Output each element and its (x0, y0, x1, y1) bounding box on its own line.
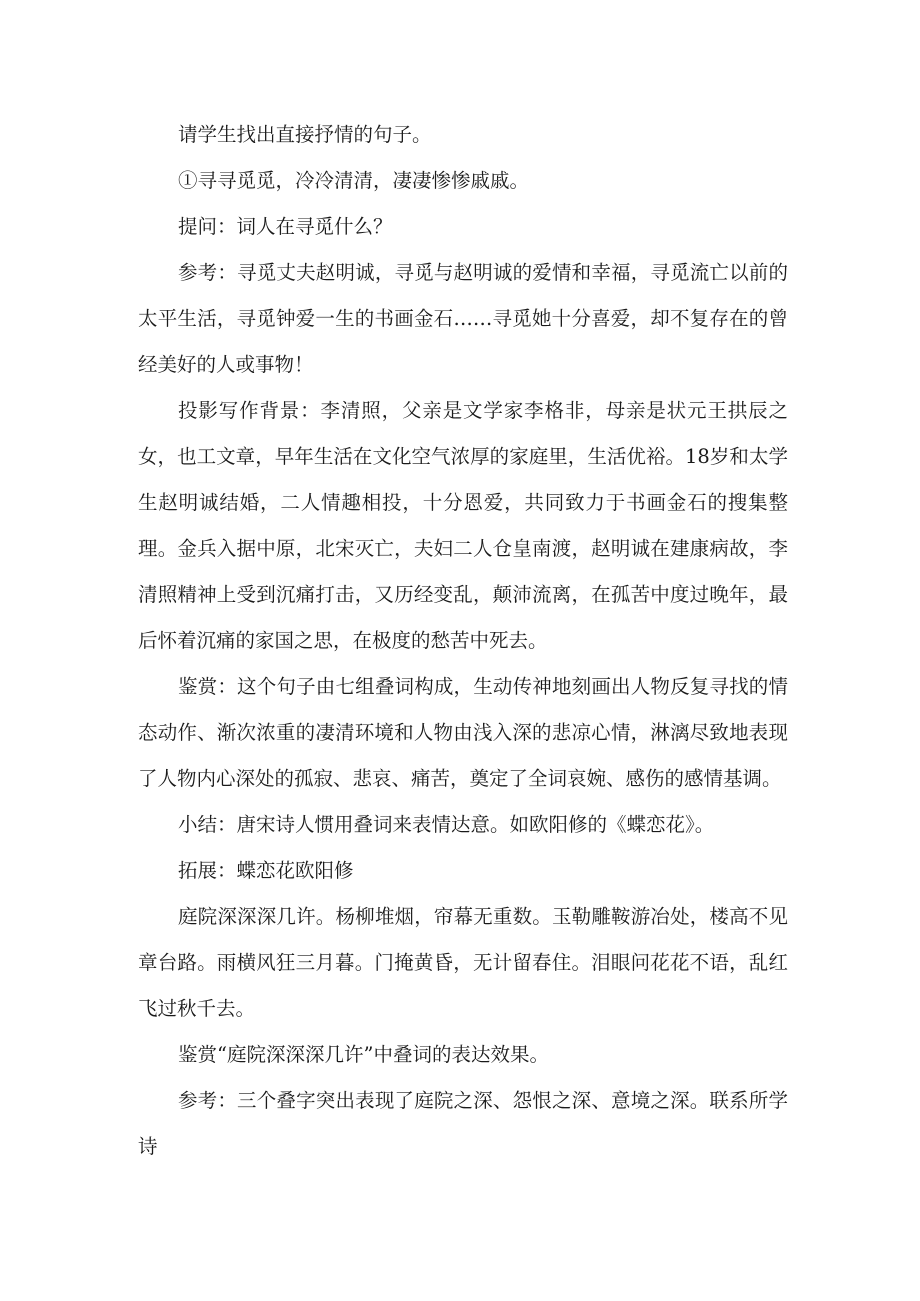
document-page (138, 112, 788, 1170)
paragraph-instruction: 请学生找出直接抒情的句子。 (178, 123, 432, 146)
paragraph-reference-answer: 参考：寻觅丈夫赵明诚，寻觅与赵明诚的爱情和幸福，寻觅流亡以前的太平生活，寻觅钟爱一生的书画金石……寻觅她十分喜爱，却不复存在的曾经美好的人或事物！ (138, 261, 788, 376)
paragraph-summary: 小结：唐宋诗人惯用叠词来表情达意。如欧阳修的《蝶恋花》。 (178, 813, 715, 836)
paragraph-extension-title: 拓展：蝶恋花欧阳修 (178, 859, 354, 882)
paragraph-quoted-line: ①寻寻觅觅，冷冷清清，凄凄惨惨戚戚。 (178, 169, 530, 192)
paragraph-appreciation-question: 鉴赏“庭院深深深几许”中叠词的表达效果。 (178, 1043, 549, 1066)
paragraph-poem: 庭院深深深几许。杨柳堆烟，帘幕无重数。玉勒雕鞍游冶处，楼高不见章台路。雨横风狂三月暮。门掩黄昏，无计留春住。泪眼问花花不语，乱红飞过秋千去。 (138, 905, 788, 1020)
paragraph-question: 提问：词人在寻觅什么？ (178, 215, 393, 238)
paragraph-background: 投影写作背景：李清照，父亲是文学家李格非，母亲是状元王拱辰之女，也工文章，早年生活在文化空气浓厚的家庭里，生活优裕。18岁和太学生赵明诚结婚，二人情趣相投，十分恩爱，共同致力于书画金石的搜集整理。金兵入据中原，北宋灭亡，夫妇二人仓皇南渡，赵明诚在建康病故，李清照精神上受到沉痛打击，又历经变乱，颠沛流离，在孤苦中度过晚年，最后怀着沉痛的家国之思，在极度的愁苦中死去。 (138, 399, 788, 652)
paragraph-reference-2: 参考：三个叠字突出表现了庭院之深、怨恨之深、意境之深。联系所学诗 (138, 1089, 788, 1158)
paragraph-appreciation: 鉴赏：这个句子由七组叠词构成，生动传神地刻画出人物反复寻找的情态动作、渐次浓重的凄清环境和人物由浅入深的悲凉心情，淋漓尽致地表现了人物内心深处的孤寂、悲哀、痛苦，奠定了全词哀婉、感伤的感情基调。 (138, 675, 788, 790)
